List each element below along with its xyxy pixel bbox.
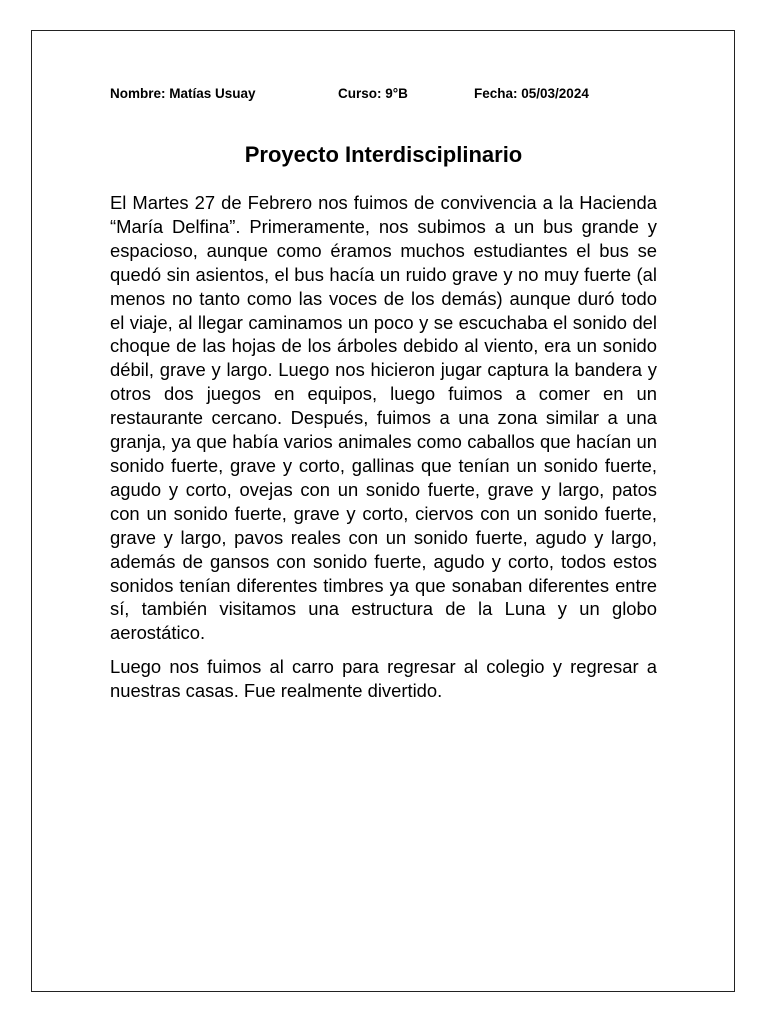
paragraph-2: Luego nos fuimos al carro para regresar al colegio y regresar a nuestras casas. Fue realmente divertido. — [110, 656, 657, 702]
document-body — [110, 191, 657, 713]
date-label: Fecha: 05/03/2024 — [474, 86, 589, 101]
student-name: Nombre: Matías Usuay — [110, 86, 256, 101]
course-label: Curso: 9°B — [338, 86, 408, 101]
document-header — [110, 86, 670, 104]
document-title: Proyecto Interdisciplinario — [244, 142, 523, 167]
paragraph-1: El Martes 27 de Febrero nos fuimos de convivencia a la Hacienda “María Delfina”. Primeramente, nos subimos a un bus grande y espacioso, aunque como éramos muchos estudiantes el bus se quedó sin asientos, el bus hacía un ruido grave y no muy fuerte (al menos no tanto como las voces de los demás) aunque duró todo el viaje, al llegar caminamos un poco y se escuchaba el sonido del choque de las hojas de los árboles debido al viento, era un sonido débil, grave y largo. Luego nos hicieron jugar captura la bandera y otros dos juegos en equipos, luego fuimos a comer en un restaurante cercano. Después, fuimos a una zona similar a una granja, ya que había varios animales como caballos que hacían un sonido fuerte, grave y corto, gallinas que tenían un sonido fuerte, agudo y corto, ovejas con un sonido fuerte, grave y largo, patos con un sonido fuerte, grave y corto, ciervos con un sonido fuerte, grave y largo, pavos reales con un sonido fuerte, agudo y largo, además de gansos con sonido fuerte, agudo y corto, todos estos sonidos tenían diferentes timbres ya que sonaban diferentes entre sí, también visitamos una estructura de la Luna y un globo aerostático. — [110, 192, 657, 644]
